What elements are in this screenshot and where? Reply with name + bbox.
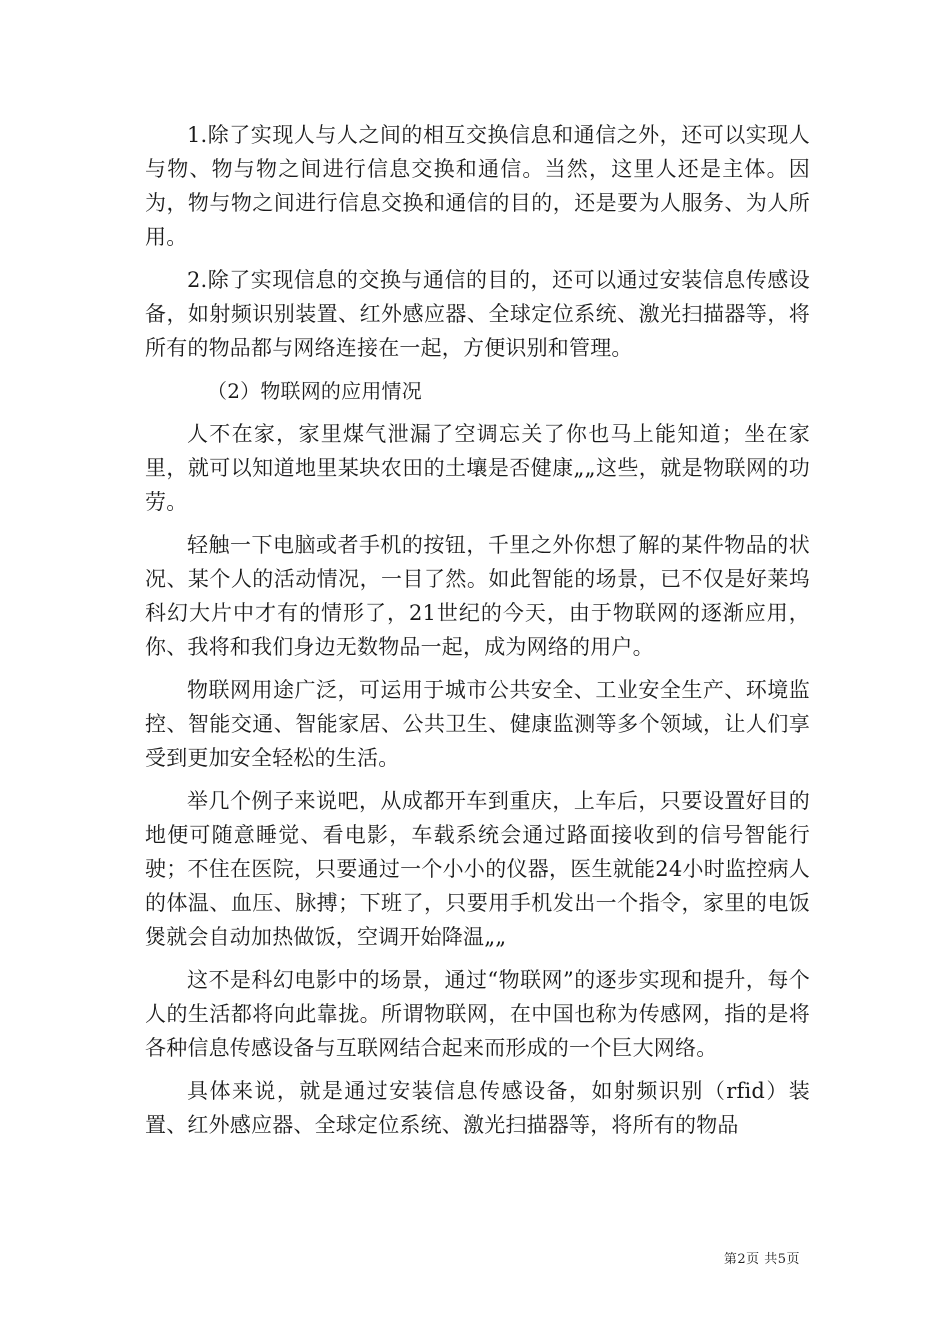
paragraph-7: 这不是科幻电影中的场景，通过“物联网”的逐步实现和提升，每个人的生活都将向此靠拢。所谓物联网，在中国也称为传感网，指的是将各种信息传感设备与互联网结合起来而形成的一个巨大网络。 (145, 968, 810, 1060)
paragraph-3: 人不在家，家里煤气泄漏了空调忘关了你也马上能知道；坐在家里，就可以知道地里某块农田的土壤是否健康„„这些，就是物联网的功劳。 (145, 422, 810, 514)
paragraph-6: 举几个例子来说吧，从成都开车到重庆，上车后，只要设置好目的地便可随意睡觉、看电影，车载系统会通过路面接收到的信号智能行驶；不住在医院，只要通过一个小小的仪器，医生就能24小时监控病人的体温、血压、脉搏；下班了，只要用手机发出一个指令，家里的电饭煲就会自动加热做饭，空调开始降温„„ (145, 789, 810, 949)
paragraph-8: 具体来说，就是通过安装信息传感设备，如射频识别（rfid）装置、红外感应器、全球定位系统、激光扫描器等，将所有的物品 (145, 1079, 810, 1137)
paragraph-4: 轻触一下电脑或者手机的按钮，千里之外你想了解的某件物品的状况、某个人的活动情况，一目了然。如此智能的场景，已不仅是好莱坞科幻大片中才有的情形了，21世纪的今天，由于物联网的逐渐应用，你、我将和我们身边无数物品一起，成为网络的用户。 (145, 533, 810, 659)
section-heading: （2）物联网的应用情况 (207, 379, 422, 403)
page-number: 第2页 共5页 (723, 1252, 800, 1267)
document-body (145, 118, 810, 1151)
paragraph-1: 1.除了实现人与人之间的相互交换信息和通信之外，还可以实现人与物、物与物之间进行信息交换和通信。当然，这里人还是主体。因为，物与物之间进行信息交换和通信的目的，还是要为人服务、为人所用。 (145, 123, 810, 249)
paragraph-5: 物联网用途广泛，可运用于城市公共安全、工业安全生产、环境监控、智能交通、智能家居、公共卫生、健康监测等多个领域，让人们享受到更加安全轻松的生活。 (145, 678, 810, 770)
paragraph-2: 2.除了实现信息的交换与通信的目的，还可以通过安装信息传感设备，如射频识别装置、红外感应器、全球定位系统、激光扫描器等，将所有的物品都与网络连接在一起，方便识别和管理。 (145, 268, 810, 360)
